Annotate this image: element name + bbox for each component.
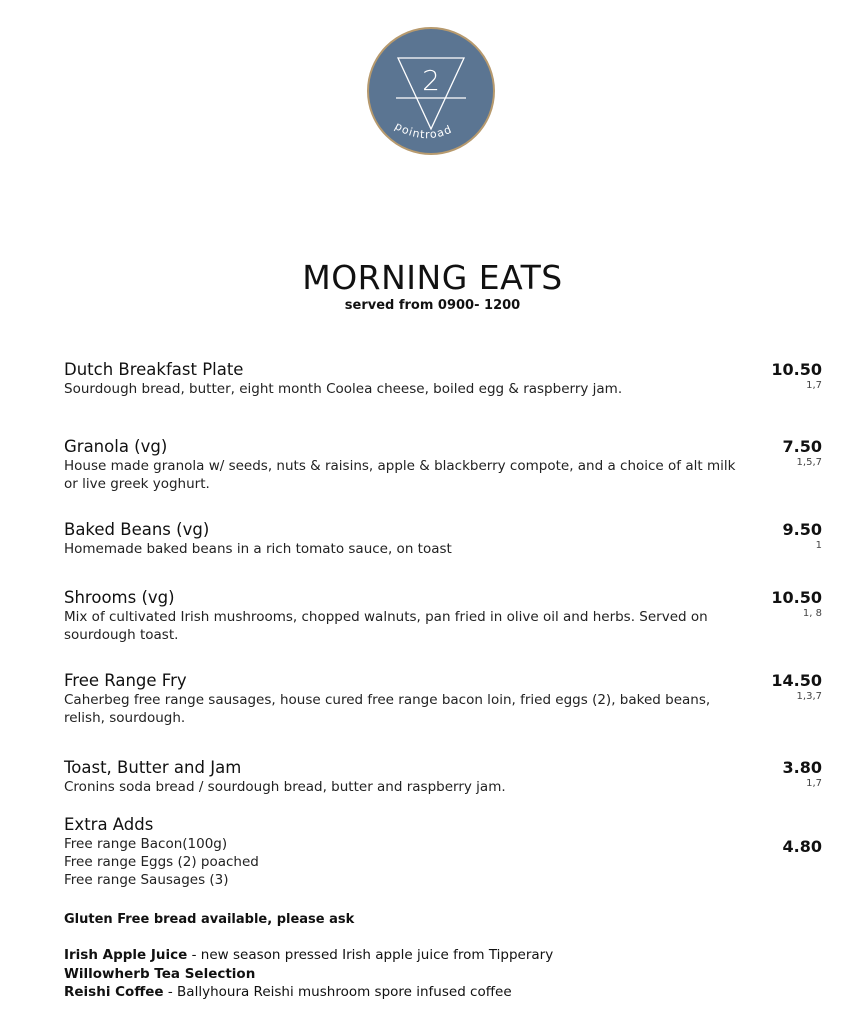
menu-item [64, 520, 822, 558]
drink-name: Irish Apple Juice [64, 947, 188, 963]
item-price: 10.50 [771, 360, 822, 379]
drinks-list [64, 946, 553, 1002]
drink-name: Reishi Coffee [64, 984, 164, 1000]
menu-item [64, 758, 822, 796]
gluten-free-note: Gluten Free bread available, please ask [64, 912, 355, 927]
item-allergens: 1,3,7 [796, 691, 822, 702]
item-price: 10.50 [771, 588, 822, 607]
drink-name: Willowherb Tea Selection [64, 965, 256, 982]
drink-item [64, 965, 553, 984]
item-price: 14.50 [771, 671, 822, 690]
extra-line: Free range Sausages (3) [64, 872, 229, 888]
item-description: Sourdough bread, butter, eight month Coolea cheese, boiled egg & raspberry jam. [64, 381, 623, 397]
item-name: Toast, Butter and Jam [64, 758, 242, 777]
extras-section [64, 815, 822, 889]
item-description: Cronins soda bread / sourdough bread, butter and raspberry jam. [64, 779, 506, 795]
menu-item [64, 588, 822, 644]
extra-line: Free range Bacon(100g) [64, 836, 228, 852]
item-allergens: 1, 8 [802, 608, 822, 619]
svg-text:pointroad: pointroad [392, 119, 455, 142]
item-price: 3.80 [782, 758, 822, 777]
item-allergens: 1,7 [806, 380, 822, 391]
item-price: 9.50 [782, 520, 822, 539]
item-name: Granola (vg) [64, 437, 168, 456]
item-allergens: 1 [815, 540, 822, 551]
extras-price: 4.80 [782, 837, 822, 856]
extra-line: Free range Eggs (2) poached [64, 854, 259, 870]
drink-description: - Ballyhoura Reishi mushroom spore infused coffee [163, 984, 512, 1000]
extras-title: Extra Adds [64, 815, 154, 834]
item-name: Shrooms (vg) [64, 588, 175, 607]
item-description: Caherbeg free range sausages, house cured free range bacon loin, fried eggs (2), baked beans, relish, sourdough. [64, 692, 711, 726]
drink-description: - new season pressed Irish apple juice from Tipperary [187, 947, 554, 963]
item-description: Homemade baked beans in a rich tomato sauce, on toast [64, 541, 452, 557]
menu-item [64, 671, 822, 727]
item-description: Mix of cultivated Irish mushrooms, chopped walnuts, pan fried in olive oil and herbs. Served on sourdough toast. [64, 609, 708, 643]
pointroad-logo [366, 26, 496, 156]
drink-item [64, 946, 553, 965]
item-allergens: 1,7 [806, 778, 822, 789]
menu-item [64, 360, 822, 398]
drink-item [64, 983, 553, 1002]
item-allergens: 1,5,7 [796, 457, 822, 468]
item-name: Baked Beans (vg) [64, 520, 210, 539]
svg-text:2: 2 [422, 64, 440, 97]
service-hours: served from 0900- 1200 [344, 298, 521, 313]
item-name: Free Range Fry [64, 671, 187, 690]
item-description: House made granola w/ seeds, nuts & raisins, apple & blackberry compote, and a choice of alt milk or live greek yoghurt. [64, 458, 736, 492]
item-name: Dutch Breakfast Plate [64, 360, 244, 379]
item-price: 7.50 [782, 437, 822, 456]
menu-item [64, 437, 822, 493]
menu-title: MORNING EATS [302, 258, 563, 297]
